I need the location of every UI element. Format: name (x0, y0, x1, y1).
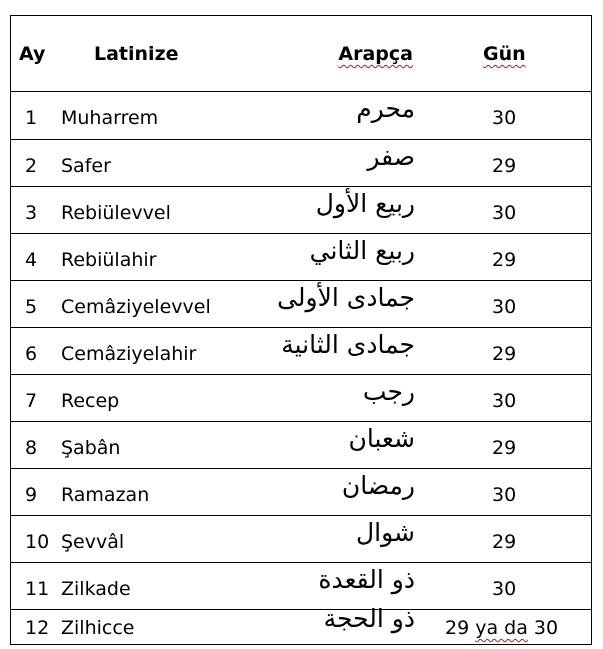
month-arabic-name: شوال (356, 518, 415, 547)
month-arabic-name: جمادى الثانية (281, 330, 415, 359)
month-latin-name: Rebiülevvel (61, 202, 171, 224)
table-row (11, 604, 591, 645)
month-days: 29 ya da 30 (445, 617, 559, 639)
month-arabic-name: ربيع الثاني (309, 236, 415, 265)
month-latin-name: Şevvâl (61, 531, 125, 553)
month-number: 2 (25, 155, 38, 177)
table-row (11, 562, 591, 609)
month-latin-name: Cemâziyelahir (61, 343, 197, 365)
month-latin-name: Zilhicce (61, 617, 135, 639)
table-row (11, 233, 591, 280)
month-latin-name: Muharrem (61, 107, 159, 129)
month-arabic-name: ربيع الأول (315, 189, 415, 218)
month-number: 1 (25, 107, 38, 129)
month-days: 30 (492, 578, 517, 600)
month-days: 29 (492, 343, 517, 365)
month-arabic-name: ذو القعدة (318, 565, 415, 594)
month-arabic-name: صفر (367, 142, 415, 171)
month-number: 12 (25, 617, 50, 639)
month-days: 30 (492, 390, 517, 412)
table-row (11, 139, 591, 186)
month-number: 7 (25, 390, 38, 412)
month-arabic-name: رجب (362, 377, 415, 406)
month-latin-name: Şabân (61, 437, 121, 459)
header-gun: Gün (483, 43, 526, 65)
header-arapca: Arapça (338, 43, 413, 65)
month-days: 29 (492, 437, 517, 459)
table-row (11, 91, 591, 139)
header-ay: Ay (19, 43, 46, 65)
header-latinize: Latinize (94, 43, 179, 65)
month-latin-name: Zilkade (61, 578, 131, 600)
month-number: 3 (25, 202, 38, 224)
month-days: 29 (492, 531, 517, 553)
table-row (11, 468, 591, 515)
table-row (11, 374, 591, 421)
month-number: 4 (25, 249, 38, 271)
table-row (11, 327, 591, 374)
month-table (10, 15, 592, 645)
month-days: 30 (492, 296, 517, 318)
month-days: 29 (492, 249, 517, 271)
month-latin-name: Recep (61, 390, 120, 412)
table-row (11, 280, 591, 327)
month-arabic-name: رمضان (341, 471, 415, 500)
month-days: 30 (492, 202, 517, 224)
table-row (11, 515, 591, 562)
month-arabic-name: جمادى الأولى (277, 283, 415, 312)
month-days: 29 (492, 155, 517, 177)
month-days: 30 (492, 107, 517, 129)
table-row (11, 186, 591, 233)
month-arabic-name: محرم (356, 94, 415, 123)
month-latin-name: Rebiülahir (61, 249, 157, 271)
month-number: 6 (25, 343, 38, 365)
month-number: 8 (25, 437, 38, 459)
month-latin-name: Ramazan (61, 484, 150, 506)
month-arabic-name: ذو الحجة (323, 604, 415, 633)
month-latin-name: Cemâziyelevvel (61, 296, 211, 318)
month-number: 9 (25, 484, 38, 506)
month-number: 10 (25, 531, 50, 553)
table-header-row (11, 16, 591, 91)
month-arabic-name: شعبان (348, 424, 415, 453)
month-number: 11 (25, 578, 50, 600)
table-row (11, 421, 591, 468)
month-number: 5 (25, 296, 38, 318)
month-days: 30 (492, 484, 517, 506)
month-latin-name: Safer (61, 155, 111, 177)
